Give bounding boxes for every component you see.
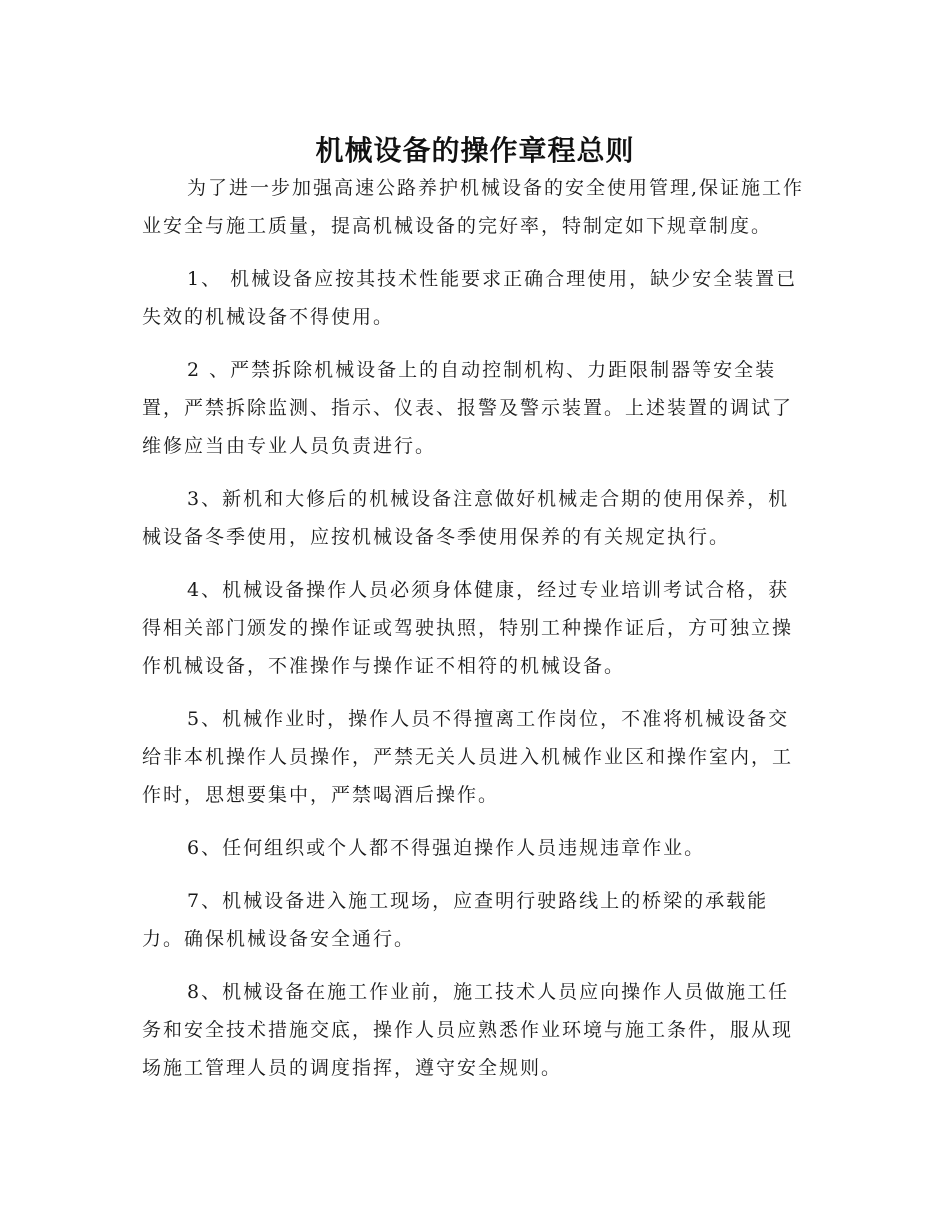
rule-paragraph-8: 8、机械设备在施工作业前，施工技术人员应向操作人员做施工任务和安全技术措施交底，操作人员应熟悉作业环境与施工条件，服从现场施工管理人员的调度指挥，遵守安全规则。 <box>142 981 794 1079</box>
rule-paragraph-5: 5、机械作业时，操作人员不得擅离工作岗位，不准将机械设备交给非本机操作人员操作，严禁无关人员进入机械作业区和操作室内，工作时，思想要集中，严禁喝酒后操作。 <box>142 708 794 806</box>
document-title: 机械设备的操作章程总则 <box>315 133 635 167</box>
document-body <box>142 169 810 1087</box>
intro-paragraph: 为了进一步加强高速公路养护机械设备的安全使用管理,保证施工作业安全与施工质量，提高机械设备的完好率，特制定如下规章制度。 <box>142 177 805 237</box>
rule-paragraph-3: 3、新机和大修后的机械设备注意做好机械走合期的使用保养，机械设备冬季使用，应按机械设备冬季使用保养的有关规定执行。 <box>142 488 790 548</box>
rule-paragraph-7: 7、机械设备进入施工现场，应查明行驶路线上的桥梁的承载能力。确保机械设备安全通行。 <box>142 890 769 950</box>
rule-paragraph-4: 4、机械设备操作人员必须身体健康，经过专业培训考试合格，获得相关部门颁发的操作证或驾驶执照，特别工种操作证后，方可独立操作机械设备，不准操作与操作证不相符的机械设备。 <box>142 579 794 677</box>
rule-paragraph-6: 6、任何组织或个人都不得强迫操作人员违规违章作业。 <box>187 837 706 859</box>
rule-paragraph-1: 1、 机械设备应按其技术性能要求正确合理使用，缺少安全装置已失效的机械设备不得使用。 <box>142 268 798 328</box>
rule-paragraph-2: 2 、严禁拆除机械设备上的自动控制机构、力距限制器等安全装置，严禁拆除监测、指示、仪表、报警及警示装置。上述装置的调试了维修应当由专业人员负责进行。 <box>142 359 794 457</box>
